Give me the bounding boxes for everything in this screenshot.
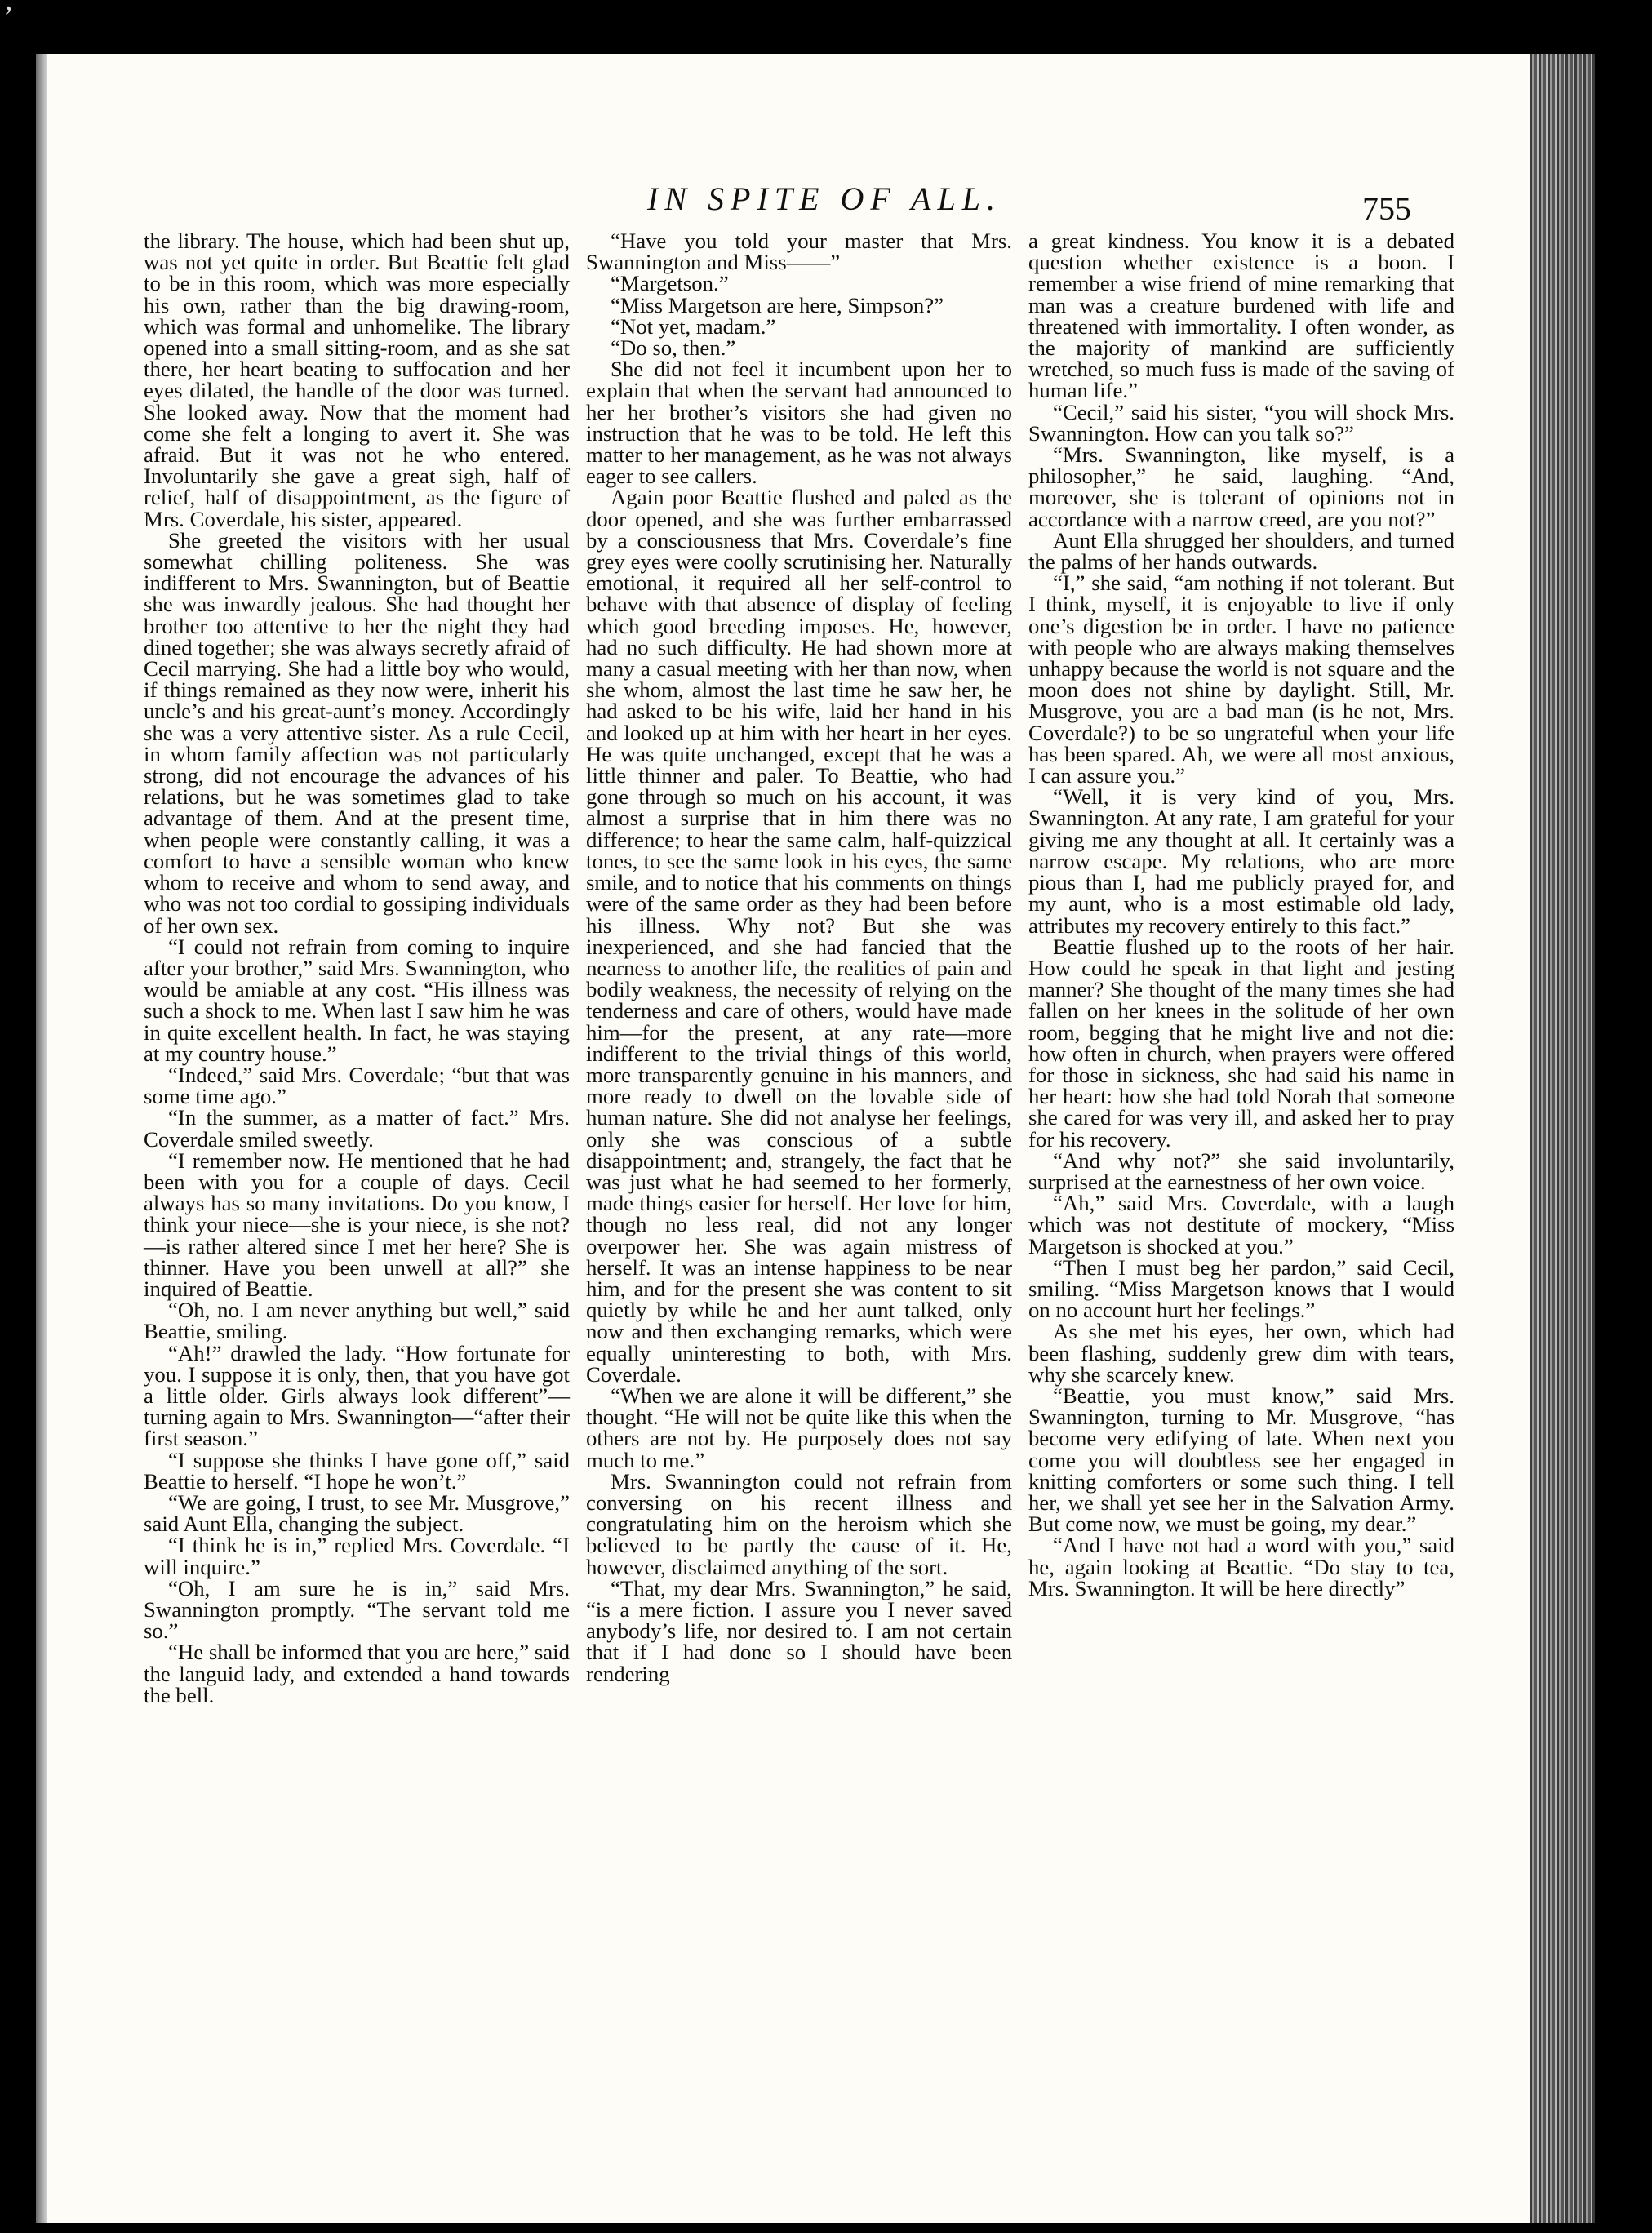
book-page-edges	[1530, 54, 1595, 2223]
paragraph: “We are going, I trust, to see Mr. Musgrove,” said Aunt Ella, changing the subject.	[144, 1489, 570, 1537]
paragraph: “I think he is in,” replied Mrs. Coverdale. “I will inquire.”	[144, 1533, 570, 1579]
text-column-2	[586, 230, 1012, 1685]
paragraph: “Indeed,” said Mrs. Coverdale; “but that was some time ago.”	[144, 1062, 570, 1109]
paragraph: “When we are alone it will be different,” she thought. “He will not be quite like this when the others are not by. He purposely does not say much to me.”	[586, 1383, 1012, 1472]
paragraph: “Ah!” drawled the lady. “How fortunate for you. I suppose it is only, then, that you have got a little older. Girls always look different”—turning again to Mrs. Swannington—“after their first season.”	[144, 1340, 570, 1451]
text-column-3	[1028, 230, 1454, 1599]
paragraph: She did not feel it incumbent upon her to explain that when the servant had announced to her her brother’s visitors she had given no instruction that he was to be told. He left this matter to her management, as he was not always eager to see callers.	[586, 357, 1012, 489]
paragraph: Again poor Beattie flushed and paled as the door opened, and she was further embarrassed by a consciousness that Mrs. Coverdale’s fine grey eyes were coolly scrutinising her. Naturally emotional, it required all her self-control to behave with that absence of display of feeling which good breeding imposes. He, however, had no such difficulty. He had shown more at many a casual meeting with her than now, when she whom, almost the last time he saw her, he had asked to be his wife, laid her hand in his and looked up at him with her heart in her eyes. He was quite unchanged, except that he was a little thinner and paler. To Beattie, who had gone through so much on his account, it was almost a surprise that in him there was no difference; to hear the same calm, half-quizzical tones, to see the same look in his eyes, the same smile, and to notice that his comments on things were of the same order as they had been before his illness. Why not? But she was inexperienced, and she had fancied that the nearness to another life, the realities of pain and bodily weakness, the necessity of relying on the tenderness and care of others, would have made him—for the present, at any rate—more indifferent to the trivial things of this world, more transparently genuine in his manners, and more ready to dwell on the lovable side of human nature. She did not analyse her feelings, only she was conscious of a subtle disappointment; and, strangely, the fact that he was just what he had seemed to her formerly, made things easier for herself. Her love for him, though no less real, did not any longer overpower her. She was again mistress of herself. It was an intense happiness to be near him, and for the present she was content to sit quietly by while he and her aunt talked, only now and then exchanging remarks, which were equally uninteresting to both, with Mrs. Coverdale.	[586, 485, 1012, 1387]
paragraph: “In the summer, as a matter of fact.” Mrs. Coverdale smiled sweetly.	[144, 1105, 570, 1152]
paragraph: “I could not refrain from coming to inquire after your brother,” said Mrs. Swannington, who would be amiable at any cost. “His illness was such a shock to me. When last I saw him he was in quite excellent health. In fact, he was staying at my country house.”	[144, 934, 570, 1066]
paragraph: “He shall be informed that you are here,” said the languid lady, and extended a hand towards the bell.	[144, 1640, 570, 1707]
paragraph: Beattie flushed up to the roots of her hair. How could he speak in that light and jesting manner? She thought of the many times she had fallen on her knees in the solitude of her own room, begging that he might live and not die: how often in church, when prayers were offered for those in sickness, she had said his name in her heart: how she had told Norah that someone she cared for was very ill, and asked her to pray for his recovery.	[1028, 934, 1454, 1152]
running-title: IN SPITE OF ALL.	[647, 180, 1001, 217]
paragraph: “And I have not had a word with you,” said he, again looking at Beattie. “Do stay to tea, Mrs. Swannington. It will be here directly”	[1028, 1533, 1454, 1600]
paragraph: “Miss Margetson are here, Simpson?”	[611, 292, 944, 317]
paragraph: a great kindness. You know it is a debated question whether existence is a boon. I remember a wise friend of mine remarking that man was a creature burdened with life and threatened with immortality. I often wonder, as the majority of mankind are sufficiently wretched, so much fuss is made of the saving of human life.”	[1028, 229, 1454, 403]
paragraph: “Do so, then.”	[611, 335, 736, 361]
paragraph: “Beattie, you must know,” said Mrs. Swannington, turning to Mr. Musgrove, “has become very edifying of late. When next you come you will doubtless see her engaged in knitting comforters or some such thing. I tell her, we shall yet see her in the Salvation Army. But come now, we must be going, my dear.”	[1028, 1383, 1454, 1537]
paragraph: “I suppose she thinks I have gone off,” said Beattie to herself. “I hope he won’t.”	[144, 1447, 570, 1494]
paragraph: “I,” she said, “am nothing if not tolerant. But I think, myself, it is enjoyable to live if only one’s digestion be in order. I have no patience with people who are always making themselves unhappy because the world is not square and the moon does not shine by daylight. Still, Mr. Musgrove, you are a bad man (is he not, Mrs. Coverdale?) to be so ungrateful when your life has been spared. Ah, we were all most anxious, I can assure you.”	[1028, 570, 1454, 788]
paragraph: “Not yet, madam.”	[611, 313, 776, 339]
paragraph: “Have you told your master that Mrs. Swannington and Miss——”	[586, 229, 1012, 275]
paragraph: “Then I must beg her pardon,” said Cecil, smiling. “Miss Margetson knows that I would on no account hurt her feelings.”	[1028, 1254, 1454, 1323]
paragraph: Aunt Ella shrugged her shoulders, and turned the palms of her hands outwards.	[1028, 527, 1454, 575]
paragraph: the library. The house, which had been shut up, was not yet quite in order. But Beattie felt glad to be in this room, which was more especially his own, rather than the big drawing-room, which was formal and unhomelike. The library opened into a small sitting-room, and as she sat there, her heart beating to suffocation and her eyes dilated, the handle of the door was turned. She looked away. Now that the moment had come she felt a longing to avert it. She was afraid. But it was not he who entered. Involuntarily she gave a great sigh, half of relief, half of disappointment, as the figure of Mrs. Coverdale, his sister, appeared.	[144, 229, 570, 531]
paragraph: “Margetson.”	[611, 271, 729, 296]
paragraph: “Oh, no. I am never anything but well,” said Beattie, smiling.	[144, 1298, 570, 1344]
page-number: 755	[1362, 190, 1411, 227]
paragraph: “I remember now. He mentioned that he had been with you for a couple of days. Cecil always has so many invitations. Do you know, I think your niece—she is your niece, is she not?—is rather altered since I met her here? She is thinner. Have you been unwell at all?” she inquired of Beattie.	[144, 1148, 570, 1301]
paragraph: She greeted the visitors with her usual somewhat chilling politeness. She was indifferent to Mrs. Swannington, but of Beattie she was inwardly jealous. She had thought her brother too attentive to her the night they had dined together; she was always secretly afraid of Cecil marrying. She had a little boy who would, if things remained as they now were, inherit his uncle’s and his great-aunt’s money. Accordingly she was a very attentive sister. As a rule Cecil, in whom family affection was not particularly strong, did not encourage the advances of his relations, but he was sometimes glad to take advantage of them. And at the present time, when people were constantly calling, it was a comfort to have a sensible woman who knew whom to receive and whom to send away, and who was not too cordial to gossiping individuals of her own sex.	[144, 527, 570, 938]
paragraph: “Ah,” said Mrs. Coverdale, with a laugh which was not destitute of mockery, “Miss Margetson is shocked at you.”	[1028, 1191, 1454, 1259]
page-gutter-shadow	[36, 54, 47, 2223]
paragraph: Mrs. Swannington could not refrain from conversing on his recent illness and congratulating him on the heroism which she believed to be partly the cause of it. He, however, disclaimed anything of the sort.	[586, 1468, 1012, 1579]
text-column-1	[144, 230, 570, 1706]
paragraph: “That, my dear Mrs. Swannington,” he said, “is a mere fiction. I assure you I never saved anybody’s life, nor desired to. I am not certain that if I had done so I should have been rendering	[586, 1575, 1012, 1686]
paragraph: As she met his eyes, her own, which had been flashing, suddenly grew dim with tears, why she scarcely knew.	[1028, 1319, 1454, 1387]
paragraph: “Oh, I am sure he is in,” said Mrs. Swannington promptly. “The servant told me so.”	[144, 1575, 570, 1644]
paragraph: “And why not?” she said involuntarily, surprised at the earnestness of her own voice.	[1028, 1148, 1454, 1194]
paragraph: “Mrs. Swannington, like myself, is a philosopher,” he said, laughing. “And, moreover, she is tolerant of opinions not in accordance with a narrow creed, are you not?”	[1028, 442, 1454, 531]
paragraph: “Cecil,” said his sister, “you will shock Mrs. Swannington. How can you talk so?”	[1028, 399, 1454, 446]
paragraph: “Well, it is very kind of you, Mrs. Swannington. At any rate, I am grateful for your giving me any thought at all. It certainly was a narrow escape. My relations, who are more pious than I, had me publicly prayed for, and my aunt, who is a most estimable old lady, attributes my recovery entirely to this fact.”	[1028, 784, 1454, 938]
corner-mark: ’	[3, 0, 14, 34]
